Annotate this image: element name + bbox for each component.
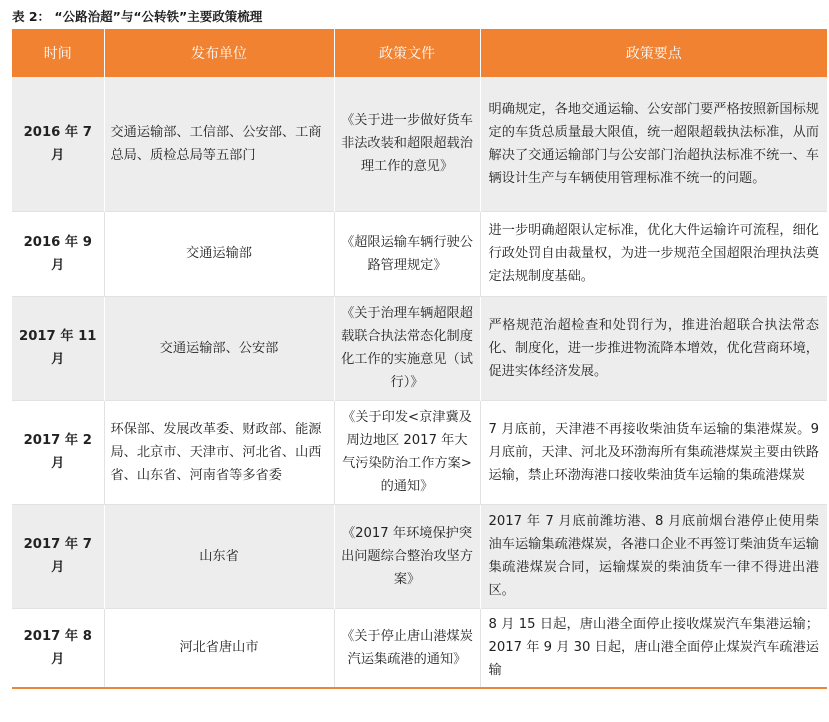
header-document: 政策文件	[334, 29, 480, 77]
cell-time: 2016 年 7 月	[12, 77, 104, 211]
header-time: 时间	[12, 29, 104, 77]
cell-unit: 交通运输部	[104, 211, 334, 296]
cell-time: 2016 年 9 月	[12, 211, 104, 296]
cell-unit: 环保部、发展改革委、财政部、能源局、北京市、天津市、河北省、山西省、山东省、河南省等多省委	[104, 400, 334, 504]
cell-unit: 交通运输部、公安部	[104, 296, 334, 400]
cell-points: 8 月 15 日起，唐山港全面停止接收煤炭汽车集港运输；2017 年 9 月 30 日起，唐山港全面停止煤炭汽车疏港运输	[480, 608, 827, 688]
table-row	[12, 296, 827, 400]
cell-document: 《关于印发<京津冀及周边地区 2017 年大气污染防治工作方案>的通知》	[334, 400, 480, 504]
table-caption: 表 2： “公路治超”与“公转铁”主要政策梳理	[12, 9, 263, 24]
header-points: 政策要点	[480, 29, 827, 77]
table-row	[12, 608, 827, 688]
table-row	[12, 504, 827, 608]
cell-points: 明确规定，各地交通运输、公安部门要严格按照新国标规定的车货总质量最大限值，统一超限超载执法标准，从而解决了交通运输部门与公安部门治超执法标准不统一、车辆设计生产与车辆使用管理标准不统一的问题。	[480, 77, 827, 211]
table-row	[12, 211, 827, 296]
cell-unit: 山东省	[104, 504, 334, 608]
cell-points: 严格规范治超检查和处罚行为，推进治超联合执法常态化、制度化，进一步推进物流降本增效，优化营商环境，促进实体经济发展。	[480, 296, 827, 400]
table-header-row	[12, 29, 827, 77]
cell-points: 2017 年 7 月底前潍坊港、8 月底前烟台港停止使用柴油车运输集疏港煤炭，各港口企业不再签订柴油货车运输集疏港煤炭合同，运输煤炭的柴油货车一律不得进出港区。	[480, 504, 827, 608]
cell-points: 7 月底前，天津港不再接收柴油货车运输的集港煤炭。9 月底前，天津、河北及环渤海所有集疏港煤炭主要由铁路运输，禁止环渤海港口接收柴油货车运输的集疏港煤炭	[480, 400, 827, 504]
cell-document: 《关于停止唐山港煤炭汽运集疏港的通知》	[334, 608, 480, 688]
cell-document: 《2017 年环境保护突出问题综合整治攻坚方案》	[334, 504, 480, 608]
cell-unit: 交通运输部、工信部、公安部、工商总局、质检总局等五部门	[104, 77, 334, 211]
cell-time: 2017 年 8 月	[12, 608, 104, 688]
header-unit: 发布单位	[104, 29, 334, 77]
cell-time: 2017 年 2 月	[12, 400, 104, 504]
cell-document: 《关于治理车辆超限超载联合执法常态化制度化工作的实施意见（试行）》	[334, 296, 480, 400]
cell-document: 《超限运输车辆行驶公路管理规定》	[334, 211, 480, 296]
cell-document: 《关于进一步做好货车非法改装和超限超载治理工作的意见》	[334, 77, 480, 211]
table-row	[12, 77, 827, 211]
cell-time: 2017 年 11 月	[12, 296, 104, 400]
cell-unit: 河北省唐山市	[104, 608, 334, 688]
cell-time: 2017 年 7 月	[12, 504, 104, 608]
cell-points: 进一步明确超限认定标准，优化大件运输许可流程，细化行政处罚自由裁量权，为进一步规范全国超限治理执法奠定法规制度基础。	[480, 211, 827, 296]
policy-table	[12, 29, 827, 689]
table-row	[12, 400, 827, 504]
